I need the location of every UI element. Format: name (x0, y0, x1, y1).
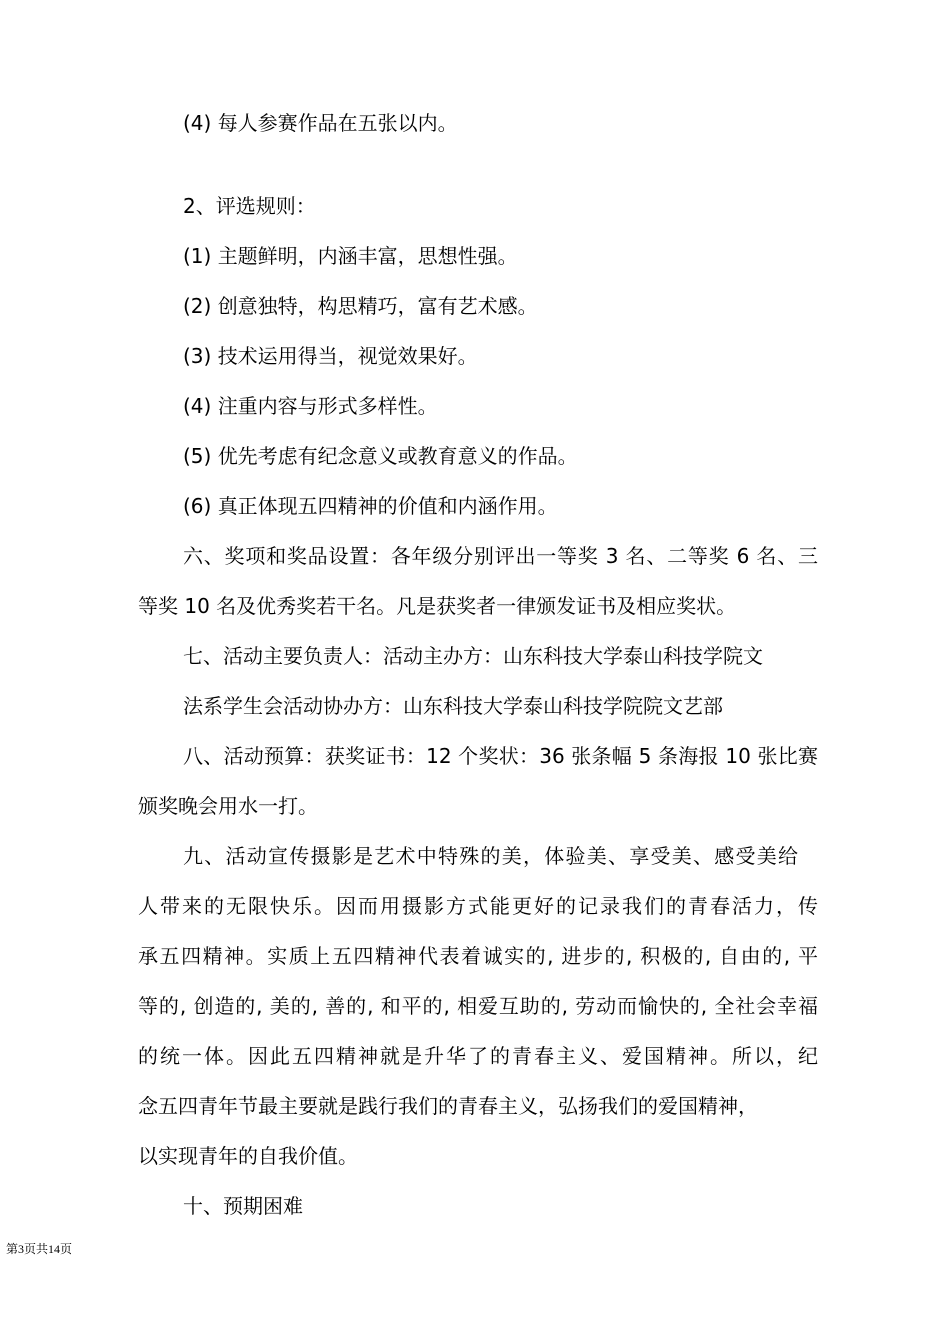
page-number-footer: 第3页共14页 (6, 1242, 73, 1256)
awards-paragraph-line-1: 六、奖项和奖品设置：各年级分别评出一等奖 3 名、二等奖 6 名、三 (183, 544, 818, 568)
publicity-paragraph-line-7: 以实现青年的自我价值。 (138, 1144, 358, 1168)
organizer-paragraph-line-2: 法系学生会活动协办方：山东科技大学泰山科技学院院文艺部 (183, 694, 723, 718)
budget-paragraph-line-2: 颁奖晚会用水一打。 (138, 794, 318, 818)
criteria-item-6: (6) 真正体现五四精神的价值和内涵作用。 (183, 494, 558, 518)
publicity-paragraph-line-1: 九、活动宣传摄影是艺术中特殊的美，体验美、享受美、感受美给 (183, 844, 798, 868)
organizer-paragraph-line-1: 七、活动主要负责人：活动主办方：山东科技大学泰山科技学院文 (183, 644, 763, 668)
section-heading-10: 十、预期困难 (183, 1194, 303, 1218)
publicity-paragraph-line-2: 人带来的无限快乐。因而用摄影方式能更好的记录我们的青春活力，传 (138, 894, 818, 918)
publicity-paragraph-line-6: 念五四青年节最主要就是践行我们的青春主义，弘扬我们的爱国精神， (138, 1094, 758, 1118)
section-heading-2: 2、评选规则： (183, 194, 316, 218)
rule-item-4: (4) 每人参赛作品在五张以内。 (183, 111, 458, 135)
criteria-item-2: (2) 创意独特，构思精巧，富有艺术感。 (183, 294, 538, 318)
criteria-item-5: (5) 优先考虑有纪念意义或教育意义的作品。 (183, 444, 578, 468)
awards-paragraph-line-2: 等奖 10 名及优秀奖若干名。凡是获奖者一律颁发证书及相应奖状。 (138, 594, 737, 618)
publicity-paragraph-line-4: 等的, 创造的, 美的, 善的, 和平的, 相爱互助的, 劳动而愉快的, 全社会幸福 (138, 994, 818, 1018)
criteria-item-4: (4) 注重内容与形式多样性。 (183, 394, 438, 418)
publicity-paragraph-line-5: 的统一体。因此五四精神就是升华了的青春主义、爱国精神。所以，纪 (138, 1044, 818, 1068)
budget-paragraph-line-1: 八、活动预算：获奖证书：12 个奖状：36 张条幅 5 条海报 10 张比赛 (183, 744, 818, 768)
criteria-item-1: (1) 主题鲜明，内涵丰富，思想性强。 (183, 244, 518, 268)
criteria-item-3: (3) 技术运用得当，视觉效果好。 (183, 344, 478, 368)
publicity-paragraph-line-3: 承五四精神。实质上五四精神代表着诚实的, 进步的, 积极的, 自由的, 平 (138, 944, 818, 968)
